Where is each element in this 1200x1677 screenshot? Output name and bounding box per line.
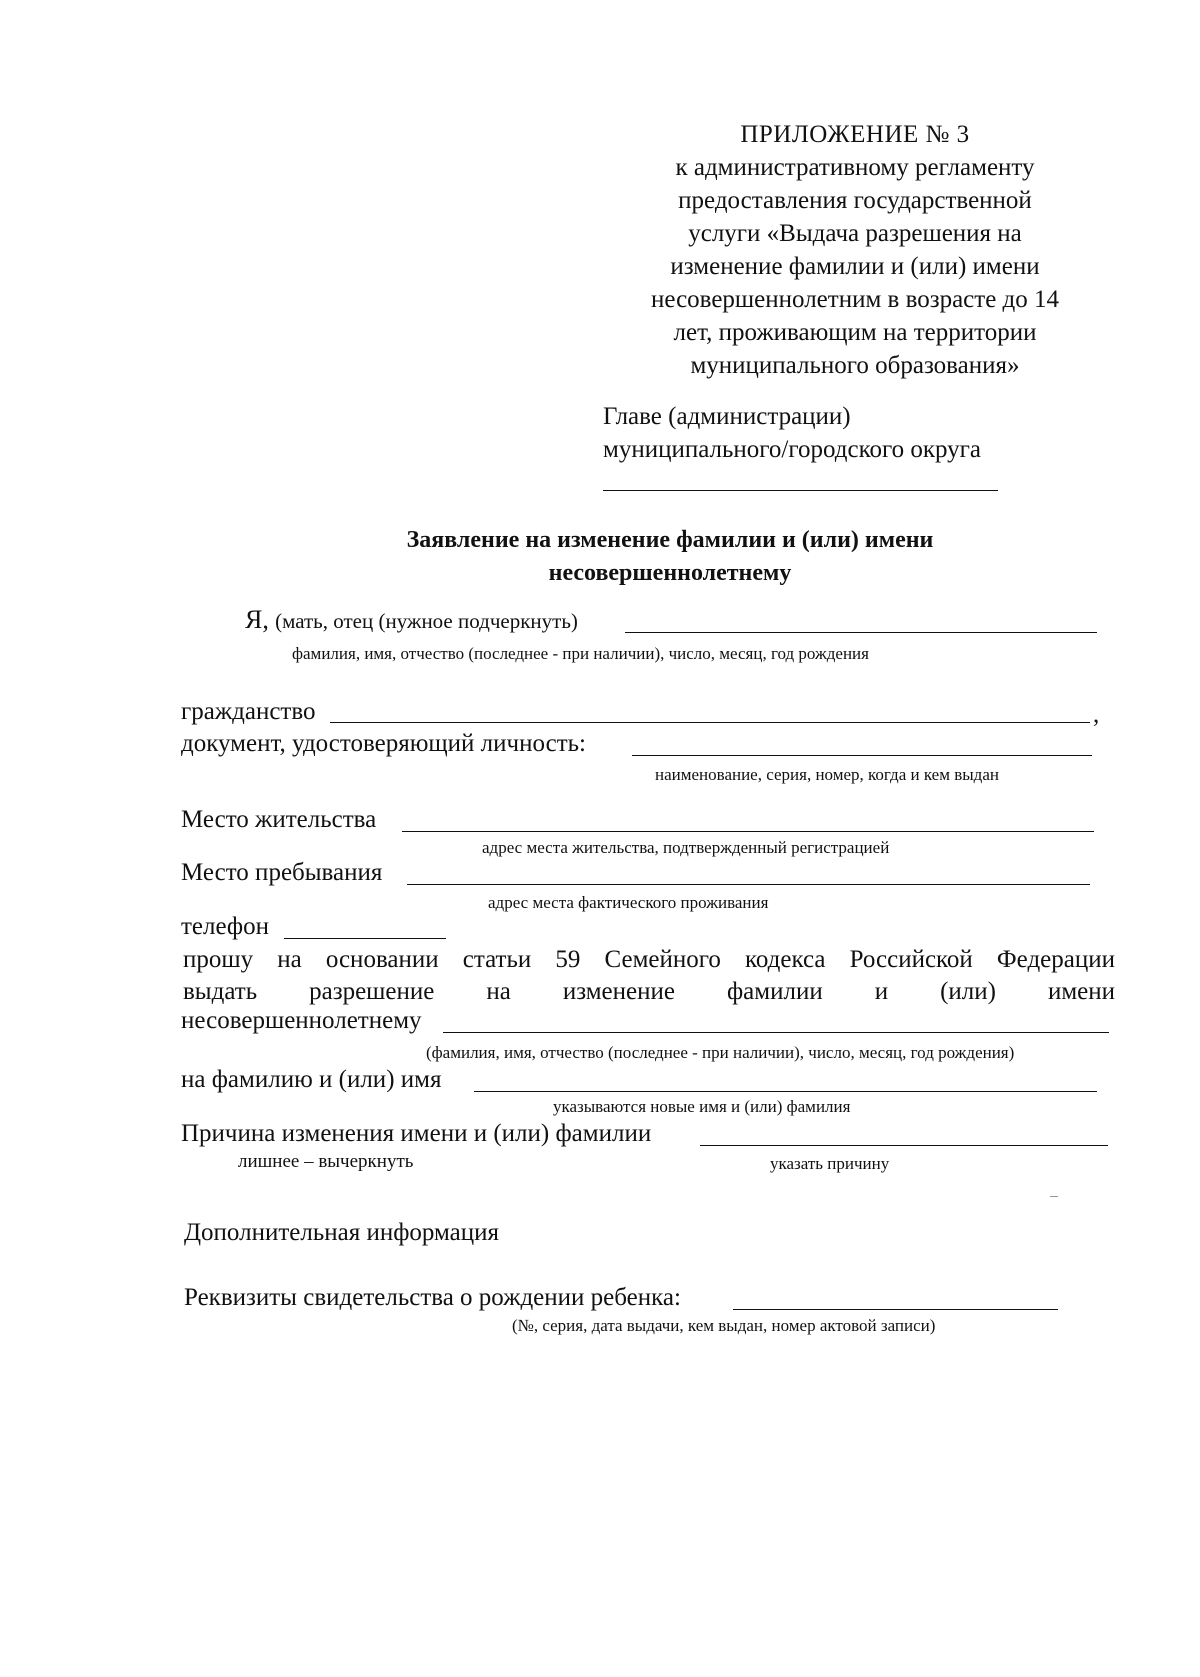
reason-field[interactable]: [700, 1145, 1108, 1146]
appendix-line: услуги «Выдача разрешения на: [688, 220, 1022, 247]
scan-mark: [1050, 1196, 1058, 1197]
reason-label: Причина изменения имени и (или) фамилии: [181, 1120, 652, 1147]
birth-certificate-hint: (№, серия, дата выдачи, кем выдан, номер актовой записи): [512, 1316, 936, 1335]
minor-field[interactable]: [443, 1032, 1109, 1033]
applicant-field[interactable]: [625, 632, 1097, 633]
stay-label: Место пребывания: [181, 859, 383, 886]
appendix-title: ПРИЛОЖЕНИЕ № 3: [740, 121, 970, 148]
request-line-1: прошу на основании статьи 59 Семейного кодекса Российской Федерации: [183, 946, 1115, 973]
id-document-field[interactable]: [632, 755, 1092, 756]
addressee-name-field[interactable]: [603, 490, 998, 491]
reason-hint-left: лишнее – вычеркнуть: [238, 1151, 414, 1172]
id-document-hint: наименование, серия, номер, когда и кем выдан: [655, 765, 999, 784]
citizenship-label: гражданство: [181, 698, 316, 725]
appendix-line: несовершеннолетним в возрасте до 14: [650, 286, 1060, 313]
appendix-line: изменение фамилии и (или) имени: [670, 253, 1040, 280]
residence-label: Место жительства: [181, 806, 377, 833]
citizenship-field[interactable]: [330, 722, 1090, 723]
new-name-field[interactable]: [474, 1091, 1097, 1092]
appendix-line: лет, проживающим на территории: [673, 319, 1037, 346]
phone-label: телефон: [181, 913, 269, 940]
document-heading: [300, 524, 1040, 590]
addressee-line: муниципального/городского округа: [603, 436, 982, 463]
id-document-label: документ, удостоверяющий личность:: [181, 730, 586, 757]
residence-field[interactable]: [402, 831, 1094, 832]
request-line-2: выдать разрешение на изменение фамилии и (или) имени: [183, 978, 1115, 1005]
heading-line: Заявление на изменение фамилии и (или) имени: [406, 527, 934, 553]
minor-label: несовершеннолетнему: [181, 1007, 422, 1034]
residence-hint: адрес места жительства, подтвержденный регистрацией: [482, 838, 890, 857]
applicant-hint: фамилия, имя, отчество (последнее - при наличии), число, месяц, год рождения: [292, 644, 869, 663]
applicant-prefix: Я,: [245, 605, 269, 634]
minor-hint: (фамилия, имя, отчество (последнее - при наличии), число, месяц, год рождения): [426, 1043, 1015, 1062]
addressee-block: [603, 400, 981, 466]
appendix-line: к административному регламенту: [675, 154, 1035, 181]
appendix-line: предоставления государственной: [678, 187, 1032, 214]
addressee-line: Главе (администрации): [603, 403, 851, 430]
citizenship-comma: ,: [1093, 701, 1100, 728]
additional-info-label: Дополнительная информация: [184, 1219, 500, 1246]
new-name-label: на фамилию и (или) имя: [181, 1066, 442, 1093]
birth-certificate-field[interactable]: [733, 1309, 1058, 1310]
stay-field[interactable]: [407, 884, 1090, 885]
applicant-row: [245, 605, 578, 636]
birth-certificate-label: Реквизиты свидетельства о рождении ребенка:: [184, 1284, 681, 1311]
appendix-block: [630, 118, 1080, 382]
stay-hint: адрес места фактического проживания: [488, 893, 769, 912]
reason-hint-right: указать причину: [770, 1154, 890, 1173]
new-name-hint: указываются новые имя и (или) фамилия: [553, 1097, 851, 1116]
phone-field[interactable]: [284, 938, 446, 939]
applicant-label: (мать, отец (нужное подчеркнуть): [275, 609, 578, 633]
appendix-line: муниципального образования»: [690, 352, 1020, 379]
heading-line: несовершеннолетнему: [548, 560, 792, 586]
